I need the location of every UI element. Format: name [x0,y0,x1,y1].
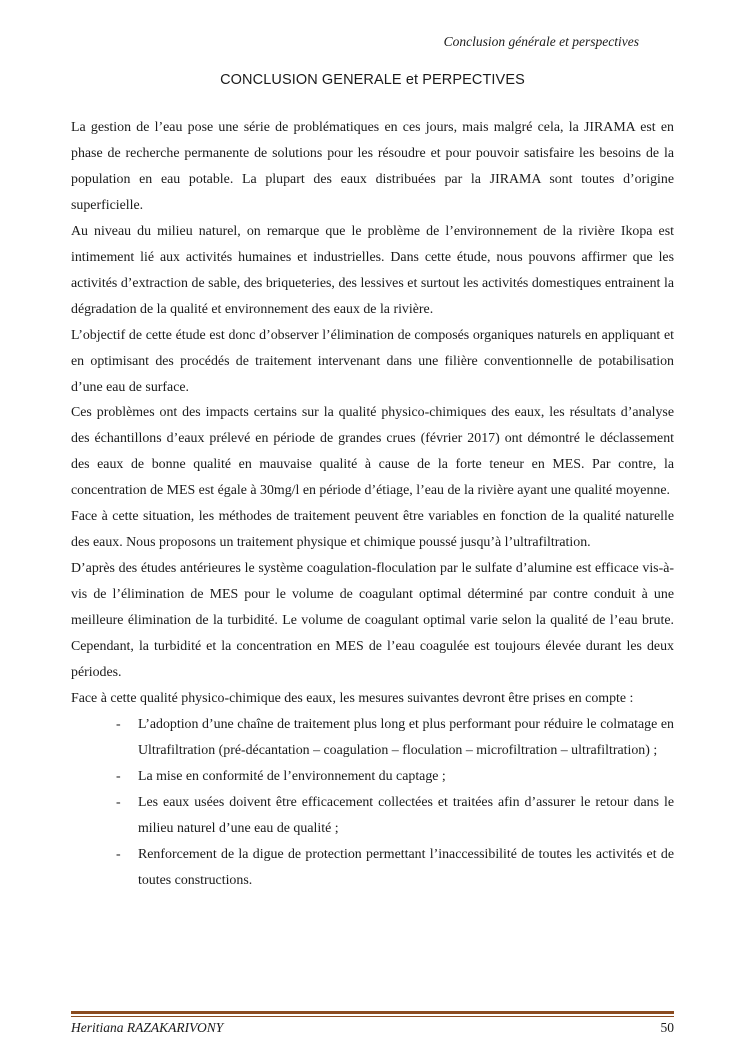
list-item-text: La mise en conformité de l’environnement du captage ; [138,768,446,784]
list-item [71,712,674,764]
bullet-list [71,712,674,894]
bullet-dash: - [116,716,121,732]
footer-rule-thin [71,1016,674,1017]
list-item [71,842,674,894]
running-header: Conclusion générale et perspectives [443,34,639,49]
list-item-text: Les eaux usées doivent être efficacement collectées et traitées afin d’assurer le retour dans le milieu naturel d’une eau de qualité ; [138,794,674,836]
paragraph: Ces problèmes ont des impacts certains sur la qualité physico-chimiques des eaux, les résultats d’analyse des échantillons d’eaux prélevé en période de grandes crues (février 2017) ont démontré le déclassement des eaux de bonne qualité en mauvaise qualité à cause de la forte teneur en MES. Par contre, la concentration de MES est égale à 30mg/l en période d’étiage, l’eau de la rivière ayant une qualité moyenne. [71,405,674,499]
body-text [71,115,674,894]
footer-author: Heritiana RAZAKARIVONY [71,1020,224,1035]
bullet-dash: - [116,846,121,862]
paragraph: L’objectif de cette étude est donc d’observer l’élimination de composés organiques naturels en appliquant et en optimisant des procédés de traitement intervenant dans une filière conventionnelle de potabilisation d’une eau de surface. [71,327,674,395]
bullet-dash: - [116,794,121,810]
page-title: CONCLUSION GENERALE et PERPECTIVES [220,72,525,88]
list-item-text: Renforcement de la digue de protection permettant l’inaccessibilité de toutes les activités et de toutes constructions. [138,846,674,888]
paragraph: Face à cette situation, les méthodes de traitement peuvent être variables en fonction de la qualité naturelle des eaux. Nous proposons un traitement physique et chimique poussé jusqu’à l’ultrafiltration. [71,509,674,551]
list-item [71,764,674,790]
paragraph: D’après des études antérieures le système coagulation-floculation par le sulfate d’alumine est efficace vis-à-vis de l’élimination de MES pour le volume de coagulant optimal déterminé par contre conduit à une meilleure élimination de la turbidité. Le volume de coagulant optimal varie selon la qualité de l’eau brute. Cependant, la turbidité et la concentration en MES de l’eau coagulée est toujours élevée durant les deux périodes. [71,561,674,681]
paragraph: Face à cette qualité physico-chimique des eaux, les mesures suivantes devront être prises en compte : [71,690,634,706]
list-item [71,790,674,842]
bullet-dash: - [116,768,121,784]
paragraph: La gestion de l’eau pose une série de problématiques en ces jours, mais malgré cela, la JIRAMA est en phase de recherche permanente de solutions pour les résoudre et pour pouvoir satisfaire les besoins de la population en eau potable. La plupart des eaux distribuées par la JIRAMA sont toutes d’origine superficielle. [71,120,674,213]
footer-rule-thick [71,1011,674,1014]
list-item-text: L’adoption d’une chaîne de traitement plus long et plus performant pour réduire le colmatage en Ultrafiltration (pré-décantation – coagulation – floculation – microfiltration – ultrafiltration) ; [138,716,674,758]
paragraph: Au niveau du milieu naturel, on remarque que le problème de l’environnement de la rivière Ikopa est intimement lié aux activités humaines et industrielles. Dans cette étude, nous pouvons affirmer que les activités d’extraction de sable, des briqueteries, des lessives et surtout les activités domestiques entrainent la dégradation de la qualité et environnement des eaux de la rivière. [71,223,674,317]
page-number: 50 [660,1020,674,1035]
